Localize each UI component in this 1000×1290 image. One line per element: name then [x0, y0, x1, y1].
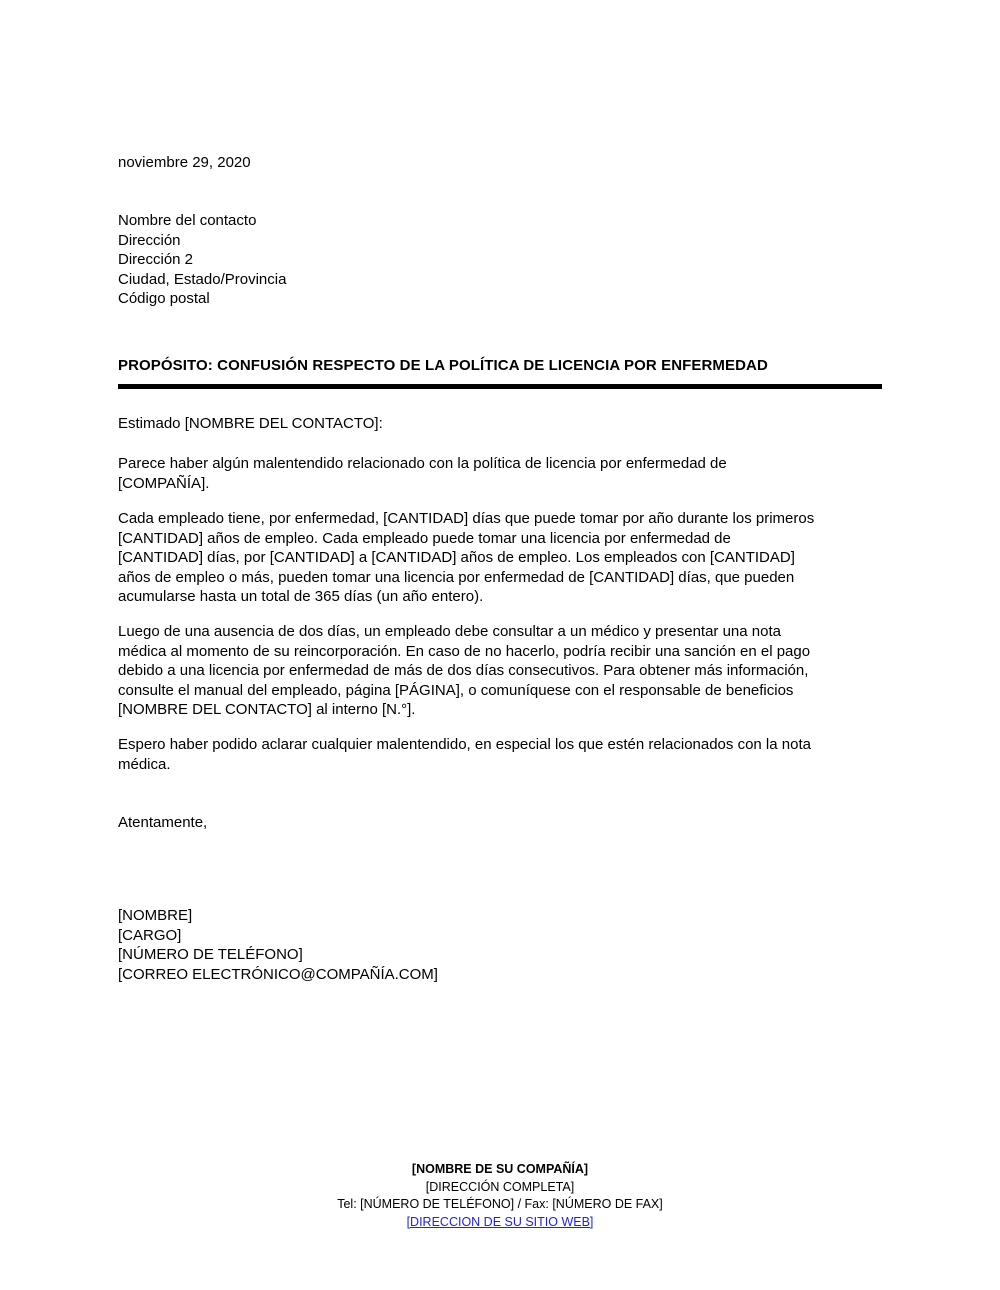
signature-block [118, 906, 882, 984]
paragraph-line: Cada empleado tiene, por enfermedad, [CANTIDAD] días que puede tomar por año durante los primeros [118, 510, 815, 527]
signature-email: [CORREO ELECTRÓNICO@COMPAÑÍA.COM] [118, 965, 438, 983]
paragraph-line: [CANTIDAD] días, por [CANTIDAD] a [CANTIDAD] años de empleo. Los empleados con [CANTIDAD] [118, 549, 795, 566]
signature-name: [NOMBRE] [118, 907, 193, 924]
paragraph-line: [COMPAÑÍA]. [118, 474, 210, 492]
letter-date: noviembre 29, 2020 [118, 154, 251, 171]
footer-company-name: [NOMBRE DE SU COMPAÑÍA] [411, 1162, 589, 1176]
signature-phone: [NÚMERO DE TELÉFONO] [118, 946, 303, 963]
paragraph-line: consulte el manual del empleado, página [PÁGINA], o comuníquese con el responsable de beneficios [118, 681, 794, 699]
salutation: Estimado [NOMBRE DEL CONTACTO]: [118, 415, 383, 432]
paragraph-line: médica al momento de su reincorporación. En caso de no hacerlo, podría recibir una sanción en el pago [118, 642, 811, 660]
company-footer [0, 1161, 1000, 1231]
paragraph-line: años de empleo o más, pueden tomar una licencia por enfermedad de [CANTIDAD] días, que pueden [118, 568, 795, 586]
subject-line: PROPÓSITO: CONFUSIÓN RESPECTO DE LA POLÍTICA DE LICENCIA POR ENFERMEDAD [118, 357, 768, 374]
recipient-line: Dirección [118, 231, 181, 249]
paragraph-line: Luego de una ausencia de dos días, un empleado debe consultar a un médico y presentar una nota [118, 623, 781, 640]
paragraph [118, 454, 882, 493]
signature-title: [CARGO] [118, 926, 182, 944]
paragraph [118, 509, 882, 607]
paragraph-line: acumularse hasta un total de 365 días (un año entero). [118, 588, 484, 605]
paragraph [118, 735, 882, 774]
closing: Atentamente, [118, 814, 208, 831]
footer-tel-fax: Tel: [NÚMERO DE TELÉFONO] / Fax: [NÚMERO DE FAX] [337, 1197, 663, 1211]
recipient-line: Código postal [118, 290, 210, 307]
recipient-line: Dirección 2 [118, 251, 194, 268]
paragraph-line: [CANTIDAD] años de empleo. Cada empleado puede tomar una licencia por enfermedad de [118, 529, 731, 547]
paragraph-line: debido a una licencia por enfermedad de más de dos días consecutivos. Para obtener más información, [118, 662, 809, 679]
paragraph-line: [NOMBRE DEL CONTACTO] al interno [N.°]. [118, 701, 416, 718]
paragraph-line: Espero haber podido aclarar cualquier malentendido, en especial los que estén relacionados con la nota [118, 736, 811, 753]
paragraph [118, 622, 882, 720]
paragraph-line: médica. [118, 755, 171, 773]
recipient-line: Nombre del contacto [118, 212, 257, 229]
footer-address: [DIRECCIÓN COMPLETA] [425, 1179, 575, 1194]
website-link[interactable]: [DIRECCION DE SU SITIO WEB] [406, 1214, 594, 1229]
paragraph-line: Parece haber algún malentendido relacionado con la política de licencia por enfermedad de [118, 455, 727, 472]
recipient-block [118, 211, 882, 309]
recipient-line: Ciudad, Estado/Provincia [118, 270, 287, 288]
subject-divider [118, 384, 882, 389]
